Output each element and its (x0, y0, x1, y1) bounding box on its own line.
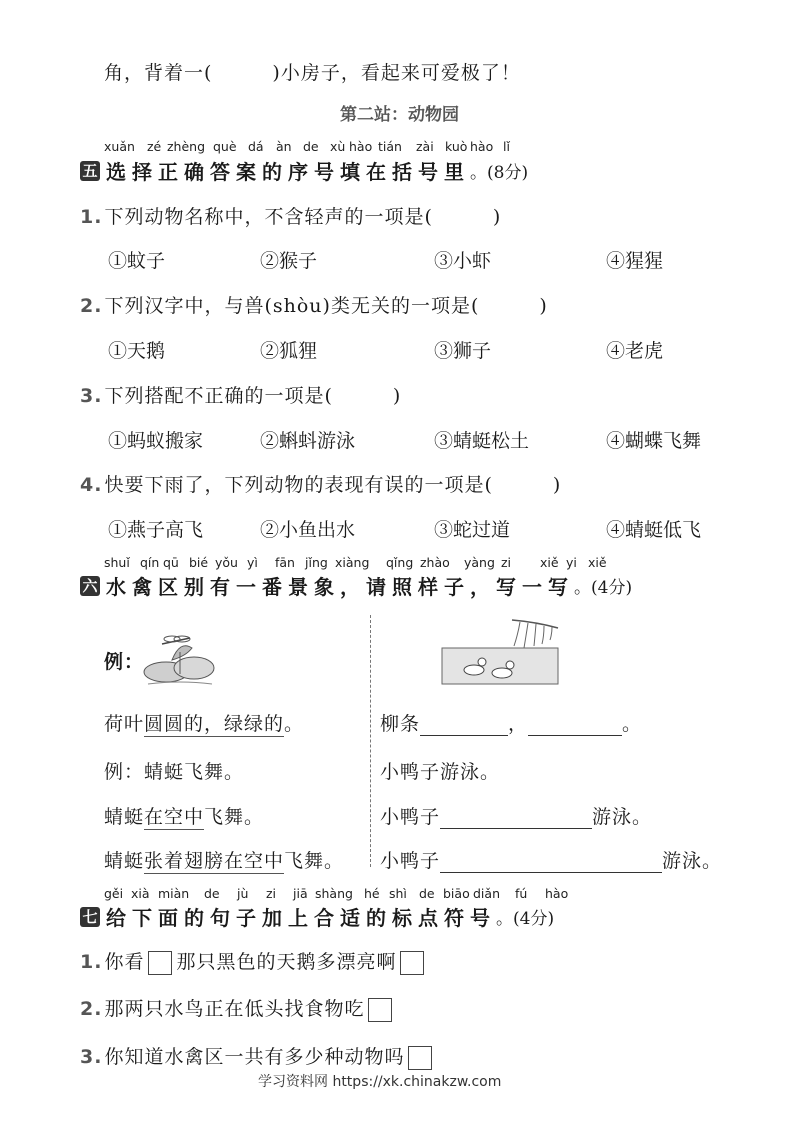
text: 游泳。 (662, 850, 723, 872)
question-text: 你看 (104, 951, 145, 973)
column-divider (370, 615, 371, 867)
pinyin-syllable: qín (140, 555, 160, 570)
section-5-badge: 五 (80, 161, 100, 181)
example-label: 例： (104, 651, 145, 673)
right-line-4 (380, 846, 722, 873)
answer-blank[interactable] (440, 852, 662, 873)
pinyin-syllable: qǐng (386, 555, 414, 570)
pinyin-syllable: lǐ (503, 139, 510, 154)
s5-question-4 (80, 470, 561, 497)
question-text: 下列搭配不正确的一项是( ) (104, 385, 402, 407)
lotus-dragonfly-illustration (142, 630, 218, 690)
pinyin-syllable: què (213, 139, 237, 154)
s5-q4-option-4: ④蜻蜓低飞 (606, 519, 702, 541)
footer-watermark: 学习资料网 https://xk.chinakzw.com (258, 1074, 502, 1090)
station-heading: 第二站：动物园 (340, 105, 459, 125)
punctuation-box[interactable] (408, 1046, 432, 1070)
question-text: 那只黑色的天鹅多漂亮啊 (176, 951, 397, 973)
section-6-title-text: 水禽区别有一番景象，请照样子，写一写 (106, 575, 574, 599)
question-text: 下列动物名称中，不含轻声的一项是( ) (104, 206, 502, 228)
text: 。 (622, 713, 643, 735)
s5-q4-option-1: ①燕子高飞 (108, 519, 204, 541)
right-line-1 (380, 709, 642, 736)
left-line-1 (104, 709, 304, 736)
pinyin-syllable: xiàng (335, 555, 370, 570)
pinyin-syllable: tián (378, 139, 402, 154)
pinyin-syllable: yǒu (215, 555, 238, 570)
pinyin-syllable: àn (276, 139, 292, 154)
question-text: 你知道水禽区一共有多少种动物吗 (104, 1046, 405, 1068)
text: 小鸭子 (380, 806, 441, 828)
pinyin-syllable: yì (247, 555, 258, 570)
section-6-title (80, 571, 632, 600)
pinyin-syllable: jiā (293, 886, 308, 901)
pinyin-syllable: zé (147, 139, 162, 154)
text: 。 (284, 713, 305, 735)
s5-q3-option-4: ④蝴蝶飞舞 (606, 430, 702, 452)
pinyin-syllable: biāo (443, 886, 470, 901)
pinyin-syllable: xià (131, 886, 150, 901)
pinyin-syllable: hé (364, 886, 380, 901)
answer-blank[interactable] (528, 715, 622, 736)
section-7-badge: 七 (80, 907, 100, 927)
pinyin-syllable: hào (470, 139, 494, 154)
pinyin-syllable: xiě (540, 555, 559, 570)
s5-q1-option-1: ①蚊子 (108, 250, 166, 272)
section-7-title (80, 902, 554, 931)
question-text: 那两只水鸟正在低头找食物吃 (104, 998, 365, 1020)
question-number: 1. (80, 206, 103, 228)
s5-q3-option-1: ①蚂蚁搬家 (108, 430, 204, 452)
pinyin-syllable: gěi (104, 886, 124, 901)
s5-q4-option-2: ②小鱼出水 (260, 519, 356, 541)
pinyin-syllable: xiě (588, 555, 607, 570)
s5-q2-option-3: ③狮子 (434, 340, 492, 362)
pinyin-syllable: yi (566, 555, 577, 570)
s5-q1-option-3: ③小虾 (434, 250, 492, 272)
pinyin-syllable: zhèng (167, 139, 206, 154)
s5-q4-option-3: ③蛇过道 (434, 519, 511, 541)
underlined-text: 张着翅膀 (144, 850, 225, 872)
question-number: 2. (80, 998, 103, 1020)
underlined-text: 圆圆的，绿绿的 (144, 713, 285, 735)
question-number: 4. (80, 474, 103, 496)
underlined-text: 在空中 (144, 806, 205, 828)
left-line-4 (104, 846, 344, 873)
section-6-score: 。(4分) (574, 578, 633, 598)
text: ， (508, 713, 529, 735)
section-7-score: 。(4分) (496, 909, 555, 929)
pinyin-syllable: jù (237, 886, 249, 901)
text: 柳条 (380, 713, 421, 735)
s5-q2-option-1: ①天鹅 (108, 340, 166, 362)
section-7-title-text: 给下面的句子加上合适的标点符号 (106, 906, 496, 930)
pinyin-syllable: hào (349, 139, 373, 154)
answer-blank[interactable] (420, 715, 508, 736)
section-5-title-text: 选择正确答案的序号填在括号里 (106, 160, 470, 184)
s5-q1-option-2: ②猴子 (260, 250, 318, 272)
left-line-3 (104, 802, 264, 829)
punctuation-box[interactable] (400, 951, 424, 975)
section-6-badge: 六 (80, 576, 100, 596)
right-line-2: 小鸭子游泳。 (380, 761, 501, 783)
answer-blank[interactable] (440, 808, 592, 829)
question-text: 下列汉字中，与兽(shòu)类无关的一项是( ) (104, 295, 548, 317)
underlined-text: 在空中 (224, 850, 285, 872)
question-text: 快要下雨了，下列动物的表现有误的一项是( ) (104, 474, 562, 496)
s5-q3-option-3: ③蜻蜓松土 (434, 430, 530, 452)
pinyin-syllable: xuǎn (104, 139, 135, 154)
pinyin-syllable: zi (266, 886, 277, 901)
text: 荷叶 (104, 713, 145, 735)
s5-question-3 (80, 381, 401, 408)
pinyin-syllable: yàng (464, 555, 495, 570)
text: 蜻蜓 (104, 850, 145, 872)
pinyin-syllable: de (204, 886, 220, 901)
question-number: 3. (80, 1046, 103, 1068)
pinyin-syllable: qū (163, 555, 179, 570)
s5-q2-option-4: ④老虎 (606, 340, 664, 362)
pinyin-syllable: zi (501, 555, 512, 570)
text: 飞舞。 (204, 806, 265, 828)
pinyin-syllable: miàn (158, 886, 190, 901)
text: 飞舞。 (284, 850, 345, 872)
text: 蜻蜓 (104, 806, 145, 828)
pinyin-syllable: zhào (420, 555, 450, 570)
pinyin-syllable: de (303, 139, 319, 154)
s5-q2-option-2: ②狐狸 (260, 340, 318, 362)
text: 小鸭子 (380, 850, 441, 872)
s5-question-2 (80, 291, 548, 318)
pinyin-syllable: fān (275, 555, 295, 570)
pinyin-syllable: fú (515, 886, 528, 901)
s7-question-2 (80, 994, 396, 1022)
top-line: 角，背着一( )小房子，看起来可爱极了！ (104, 62, 521, 84)
pinyin-syllable: hào (545, 886, 569, 901)
pinyin-syllable: dá (248, 139, 264, 154)
section-5-title (80, 156, 528, 185)
pinyin-syllable: kuò (445, 139, 468, 154)
text: 游泳。 (592, 806, 653, 828)
s7-question-3 (80, 1042, 436, 1070)
pinyin-syllable: bié (189, 555, 209, 570)
s5-q3-option-2: ②蝌蚪游泳 (260, 430, 356, 452)
s7-question-1 (80, 947, 428, 975)
pinyin-syllable: xù (330, 139, 346, 154)
pinyin-syllable: jǐng (305, 555, 328, 570)
question-number: 2. (80, 295, 103, 317)
pinyin-syllable: zài (416, 139, 434, 154)
pinyin-syllable: shàng (315, 886, 353, 901)
question-number: 3. (80, 385, 103, 407)
s5-q1-option-4: ④猩猩 (606, 250, 664, 272)
left-line-2: 例：蜻蜓飞舞。 (104, 761, 245, 783)
pinyin-syllable: shì (389, 886, 407, 901)
pinyin-syllable: diǎn (473, 886, 500, 901)
willow-ducks-illustration (440, 618, 562, 688)
pinyin-syllable: shuǐ (104, 555, 130, 570)
s5-question-1 (80, 202, 501, 229)
punctuation-box[interactable] (148, 951, 172, 975)
punctuation-box[interactable] (368, 998, 392, 1022)
right-line-3 (380, 802, 652, 829)
question-number: 1. (80, 951, 103, 973)
pinyin-syllable: de (419, 886, 435, 901)
section-5-score: 。(8分) (470, 163, 529, 183)
